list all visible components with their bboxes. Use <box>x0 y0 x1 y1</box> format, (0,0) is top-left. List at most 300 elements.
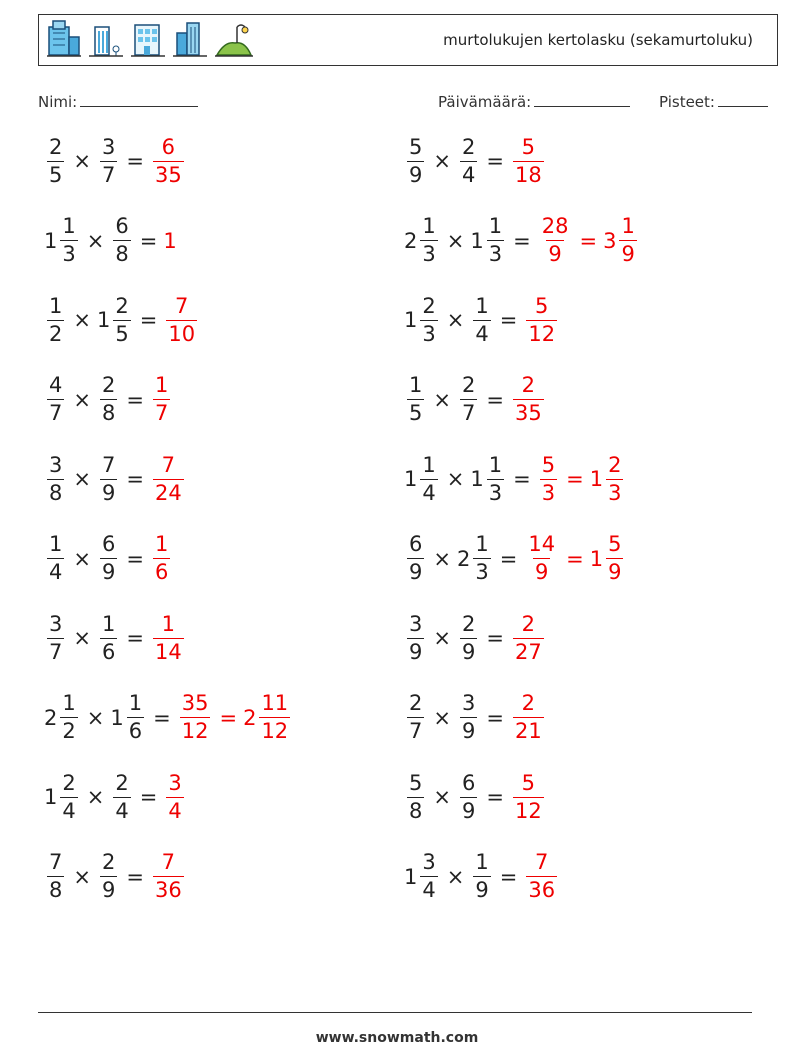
equals-sign: = <box>139 785 158 809</box>
answer-fraction <box>153 134 184 187</box>
answer <box>177 693 293 742</box>
factor-denominator: 2 <box>49 321 63 346</box>
factor-denominator: 9 <box>101 480 116 505</box>
times-sign: × <box>446 308 465 332</box>
factor-fraction <box>113 770 130 823</box>
factor-denominator: 2 <box>62 719 76 743</box>
answer-fraction <box>166 770 183 823</box>
factor-denominator: 9 <box>475 878 489 902</box>
factor-numerator: 3 <box>49 611 63 636</box>
factor-denominator: 4 <box>115 798 129 823</box>
factor-denominator: 3 <box>422 321 436 346</box>
factor-fraction <box>127 693 144 742</box>
answer <box>510 375 547 424</box>
factor-numerator: 2 <box>101 850 116 874</box>
answer-denominator: 18 <box>514 162 542 187</box>
factor-numerator: 1 <box>49 293 63 318</box>
answer-numerator: 7 <box>161 452 176 477</box>
equals-sign: = <box>126 387 144 412</box>
factor-denominator: 5 <box>49 162 63 187</box>
date-blank[interactable] <box>534 92 630 107</box>
answer-fraction <box>513 375 544 424</box>
answer-equals-sign: = <box>219 705 238 730</box>
factor-numerator: 1 <box>475 850 489 874</box>
factor-numerator: 2 <box>62 770 76 795</box>
building-icon <box>45 19 81 61</box>
factor-fraction <box>100 134 117 187</box>
answer <box>150 611 187 664</box>
answer-numerator: 7 <box>535 850 549 874</box>
problem-19 <box>44 842 187 912</box>
answer-denominator: 27 <box>514 639 542 664</box>
factor-numerator: 4 <box>49 373 63 397</box>
score-label: Pisteet: <box>659 93 715 111</box>
answer <box>537 216 640 265</box>
factor-fraction <box>100 852 117 901</box>
equals-sign: = <box>153 705 171 730</box>
times-sign: × <box>446 228 465 253</box>
answer-denominator: 24 <box>154 480 182 505</box>
answer-denominator: 35 <box>514 401 542 425</box>
answer-fraction <box>540 216 571 265</box>
answer-denominator: 36 <box>528 878 556 902</box>
answer-fraction <box>153 452 184 505</box>
factor-fraction <box>420 216 437 265</box>
factor-numerator: 2 <box>461 611 476 636</box>
factor-whole: 1 <box>404 308 418 332</box>
score-field <box>659 92 768 111</box>
factor-numerator: 2 <box>461 373 476 397</box>
factor-numerator: 1 <box>62 214 76 238</box>
times-sign: × <box>433 785 451 809</box>
problem-10 <box>404 444 626 514</box>
score-blank[interactable] <box>718 92 768 107</box>
equals-sign: = <box>486 387 504 412</box>
tower-icon <box>171 19 207 61</box>
times-sign: × <box>73 626 91 650</box>
times-sign: × <box>73 864 91 889</box>
factor-denominator: 7 <box>461 401 476 425</box>
factor-numerator: 1 <box>128 691 143 715</box>
factor-numerator: 1 <box>409 373 423 397</box>
factor-fraction <box>407 611 424 664</box>
answer-numerator: 28 <box>541 214 569 238</box>
factor-numerator: 2 <box>115 293 129 318</box>
times-sign: × <box>86 705 105 730</box>
factor-numerator: 2 <box>409 691 423 715</box>
equals-sign: = <box>126 467 144 491</box>
answer-equals-sign: = <box>566 467 584 491</box>
factor-numerator: 1 <box>488 452 503 477</box>
answer-denominator: 3 <box>608 480 622 505</box>
answer-numerator: 1 <box>154 373 169 397</box>
answer-denominator: 9 <box>608 560 622 584</box>
problem-20 <box>404 842 560 912</box>
factor-numerator: 1 <box>488 214 503 238</box>
answer-fraction <box>606 534 623 583</box>
factor-fraction <box>113 216 130 265</box>
answer-denominator: 12 <box>261 719 289 743</box>
answer-fraction <box>513 134 544 187</box>
answer-equals-sign: = <box>579 228 598 253</box>
equals-sign: = <box>486 626 504 650</box>
times-sign: × <box>433 387 451 412</box>
factor-fraction <box>460 134 477 187</box>
answer <box>523 852 560 901</box>
factor-denominator: 6 <box>128 719 143 743</box>
equals-sign: = <box>486 705 504 730</box>
factor-denominator: 3 <box>422 242 436 266</box>
factor-numerator: 6 <box>101 532 116 556</box>
factor-whole: 1 <box>404 864 418 889</box>
answer <box>523 293 560 346</box>
answer-denominator: 3 <box>541 480 556 505</box>
problem-8 <box>404 365 547 435</box>
factor-numerator: 2 <box>49 134 63 159</box>
answer-denominator: 36 <box>154 878 182 902</box>
answer <box>150 852 187 901</box>
factor-denominator: 9 <box>101 560 116 584</box>
factor-fraction <box>100 611 117 664</box>
factor-whole: 1 <box>470 467 484 491</box>
problem-4 <box>404 206 640 276</box>
problem-7 <box>44 365 173 435</box>
factor-fraction <box>407 534 424 583</box>
answer-denominator: 7 <box>154 401 169 425</box>
answer-denominator: 12 <box>514 798 542 823</box>
factor-fraction <box>100 452 117 505</box>
factor-fraction <box>60 693 77 742</box>
equals-sign: = <box>486 149 504 173</box>
answer-fraction <box>153 534 170 583</box>
answer <box>510 611 547 664</box>
answer <box>163 293 200 346</box>
factor-fraction <box>473 534 490 583</box>
times-sign: × <box>433 546 451 571</box>
factor-denominator: 9 <box>409 162 423 187</box>
times-sign: × <box>73 546 91 571</box>
factor-fraction <box>47 293 64 346</box>
factor-numerator: 1 <box>475 293 489 318</box>
factor-denominator: 7 <box>101 162 116 187</box>
answer-numerator: 7 <box>161 850 176 874</box>
factor-denominator: 7 <box>49 401 63 425</box>
times-sign: × <box>73 149 91 173</box>
answer-numerator: 1 <box>161 611 176 636</box>
factor-denominator: 9 <box>461 639 476 664</box>
equals-sign: = <box>139 228 158 253</box>
answer-fraction <box>513 611 544 664</box>
answer-numerator: 14 <box>528 532 556 556</box>
factor-whole: 1 <box>110 705 124 730</box>
factor-numerator: 3 <box>422 850 436 874</box>
problem-14 <box>404 603 547 673</box>
problem-5 <box>44 285 200 355</box>
factor-denominator: 9 <box>409 560 423 584</box>
answer-numerator: 2 <box>521 611 536 636</box>
answer <box>510 693 547 742</box>
office-building-icon <box>129 19 165 61</box>
answer-fraction <box>153 852 184 901</box>
answer-whole: 1 <box>589 546 604 571</box>
problem-3 <box>44 206 177 276</box>
factor-numerator: 5 <box>409 770 423 795</box>
factor-denominator: 8 <box>49 480 63 505</box>
answer-fraction <box>259 693 290 742</box>
answer-fraction <box>513 693 544 742</box>
factor-whole: 1 <box>44 785 58 809</box>
factor-whole: 1 <box>96 308 111 332</box>
equals-sign: = <box>139 308 158 332</box>
problem-12 <box>404 524 626 594</box>
factor-fraction <box>487 216 504 265</box>
answer-denominator: 4 <box>168 798 182 823</box>
answer-numerator: 2 <box>521 691 536 715</box>
factor-denominator: 5 <box>409 401 423 425</box>
answer-numerator: 11 <box>261 691 289 715</box>
problem-16 <box>404 683 547 753</box>
answer-numerator: 5 <box>608 532 622 556</box>
times-sign: × <box>73 467 91 491</box>
factor-fraction <box>487 452 504 505</box>
problem-9 <box>44 444 187 514</box>
answer <box>150 452 187 505</box>
answer-fraction <box>153 375 170 424</box>
answer-fraction <box>526 534 557 583</box>
answer-whole: 1 <box>589 467 604 491</box>
name-blank[interactable] <box>80 92 198 107</box>
answer <box>163 229 176 253</box>
equals-sign: = <box>499 546 518 571</box>
answer-denominator: 9 <box>535 560 549 584</box>
factor-numerator: 6 <box>461 770 476 795</box>
factor-denominator: 4 <box>49 560 63 584</box>
answer-numerator: 2 <box>521 373 536 397</box>
factor-denominator: 5 <box>115 321 129 346</box>
answer-numerator: 2 <box>608 452 622 477</box>
answer-fraction <box>180 693 211 742</box>
times-sign: × <box>86 785 105 809</box>
factor-whole: 2 <box>44 705 58 730</box>
factor-denominator: 9 <box>409 639 423 664</box>
factor-denominator: 8 <box>49 878 63 902</box>
factor-fraction <box>460 693 477 742</box>
equals-sign: = <box>486 785 504 809</box>
factor-denominator: 4 <box>422 480 436 505</box>
factor-denominator: 9 <box>101 878 116 902</box>
answer <box>163 770 186 823</box>
factor-whole: 1 <box>404 467 418 491</box>
problem-6 <box>404 285 560 355</box>
factor-fraction <box>460 375 477 424</box>
factor-numerator: 2 <box>115 770 129 795</box>
answer-fraction <box>606 452 623 505</box>
answer-whole: 1 <box>163 228 177 253</box>
answer-fraction <box>153 611 184 664</box>
factor-fraction <box>60 770 77 823</box>
factor-denominator: 9 <box>461 798 476 823</box>
footer-url: www.snowmath.com <box>315 1030 479 1046</box>
answer-numerator: 1 <box>154 532 169 556</box>
problem-13 <box>44 603 187 673</box>
answer-denominator: 35 <box>154 162 182 187</box>
times-sign: × <box>433 626 451 650</box>
times-sign: × <box>446 864 465 889</box>
factor-denominator: 3 <box>475 560 489 584</box>
factor-numerator: 7 <box>49 850 63 874</box>
answer-fraction <box>526 852 557 901</box>
answer-numerator: 5 <box>521 770 536 795</box>
answer <box>537 452 627 505</box>
factor-fraction <box>407 375 424 424</box>
factor-numerator: 6 <box>115 214 129 238</box>
equals-sign: = <box>513 467 531 491</box>
name-field <box>38 92 198 111</box>
factor-fraction <box>47 534 64 583</box>
factor-fraction <box>100 534 117 583</box>
problem-18 <box>404 762 547 832</box>
factor-fraction <box>420 452 437 505</box>
factor-numerator: 7 <box>101 452 116 477</box>
factor-numerator: 1 <box>422 452 436 477</box>
factor-denominator: 7 <box>49 639 63 664</box>
problem-2 <box>404 126 547 196</box>
equals-sign: = <box>126 626 144 650</box>
name-label: Nimi: <box>38 93 78 111</box>
factor-denominator: 8 <box>101 401 116 425</box>
factor-fraction <box>420 293 437 346</box>
factor-denominator: 4 <box>461 162 476 187</box>
answer-fraction <box>619 216 636 265</box>
answer-fraction <box>166 293 197 346</box>
factor-numerator: 3 <box>409 611 423 636</box>
answer-numerator: 3 <box>168 770 182 795</box>
factor-numerator: 2 <box>101 373 116 397</box>
factor-numerator: 6 <box>409 532 423 556</box>
factor-whole: 1 <box>44 228 58 253</box>
factor-fraction <box>47 611 64 664</box>
factor-fraction <box>47 852 64 901</box>
factor-numerator: 3 <box>49 452 63 477</box>
answer-numerator: 1 <box>621 214 635 238</box>
worksheet-header <box>38 14 778 66</box>
factor-numerator: 1 <box>475 532 489 556</box>
answer <box>150 534 173 583</box>
answer-denominator: 12 <box>528 321 556 346</box>
date-field <box>438 92 630 111</box>
factor-numerator: 3 <box>101 134 116 159</box>
equals-sign: = <box>126 546 144 571</box>
factor-numerator: 1 <box>101 611 116 636</box>
equals-sign: = <box>126 864 144 889</box>
answer-denominator: 10 <box>168 321 196 346</box>
header-icons <box>45 21 253 61</box>
factor-fraction <box>407 693 424 742</box>
factor-fraction <box>100 375 117 424</box>
park-icon <box>213 19 253 61</box>
factor-denominator: 4 <box>62 798 76 823</box>
answer-denominator: 6 <box>154 560 169 584</box>
factor-fraction <box>473 852 490 901</box>
factor-whole: 2 <box>404 228 418 253</box>
factor-fraction <box>407 770 424 823</box>
factor-denominator: 8 <box>115 242 129 266</box>
answer-denominator: 12 <box>181 719 209 743</box>
factor-fraction <box>460 770 477 823</box>
factor-numerator: 2 <box>422 293 436 318</box>
city-icon <box>87 19 123 61</box>
answer-numerator: 5 <box>541 452 556 477</box>
factor-numerator: 3 <box>461 691 476 715</box>
equals-sign: = <box>499 308 518 332</box>
answer-fraction <box>526 293 557 346</box>
problem-1 <box>44 126 187 196</box>
answer <box>150 134 187 187</box>
times-sign: × <box>433 149 451 173</box>
factor-fraction <box>420 852 437 901</box>
problem-15 <box>44 683 293 753</box>
factor-numerator: 2 <box>461 134 476 159</box>
factor-fraction <box>47 375 64 424</box>
answer-denominator: 9 <box>548 242 562 266</box>
factor-whole: 1 <box>470 228 484 253</box>
problem-11 <box>44 524 173 594</box>
factor-fraction <box>47 134 64 187</box>
factor-numerator: 1 <box>62 691 76 715</box>
answer-denominator: 9 <box>621 242 635 266</box>
factor-fraction <box>60 216 77 265</box>
answer-equals-sign: = <box>566 546 584 571</box>
factor-denominator: 4 <box>422 878 436 902</box>
factor-denominator: 6 <box>101 639 116 664</box>
factor-denominator: 9 <box>461 719 476 743</box>
times-sign: × <box>433 705 451 730</box>
equals-sign: = <box>499 864 518 889</box>
answer-fraction <box>540 452 557 505</box>
factor-numerator: 1 <box>422 214 436 238</box>
answer-numerator: 7 <box>175 293 189 318</box>
answer <box>510 770 547 823</box>
answer <box>510 134 547 187</box>
factor-fraction <box>47 452 64 505</box>
factor-numerator: 1 <box>49 532 63 556</box>
times-sign: × <box>73 308 91 332</box>
equals-sign: = <box>513 228 531 253</box>
factor-denominator: 7 <box>409 719 423 743</box>
times-sign: × <box>446 467 465 491</box>
answer-fraction <box>513 770 544 823</box>
times-sign: × <box>73 387 91 412</box>
factor-fraction <box>407 134 424 187</box>
date-label: Päivämäärä: <box>438 93 532 111</box>
answer-whole: 3 <box>603 228 617 253</box>
answer-denominator: 14 <box>154 639 182 664</box>
factor-denominator: 3 <box>488 242 503 266</box>
factor-whole: 2 <box>456 546 471 571</box>
answer <box>150 375 173 424</box>
answer-numerator: 5 <box>521 134 536 159</box>
factor-denominator: 3 <box>62 242 76 266</box>
answer-numerator: 6 <box>161 134 176 159</box>
factor-denominator: 8 <box>409 798 423 823</box>
times-sign: × <box>86 228 105 253</box>
answer-numerator: 5 <box>535 293 549 318</box>
answer-denominator: 21 <box>514 719 542 743</box>
factor-denominator: 4 <box>475 321 489 346</box>
equals-sign: = <box>126 149 144 173</box>
factor-numerator: 5 <box>409 134 423 159</box>
answer <box>523 534 626 583</box>
